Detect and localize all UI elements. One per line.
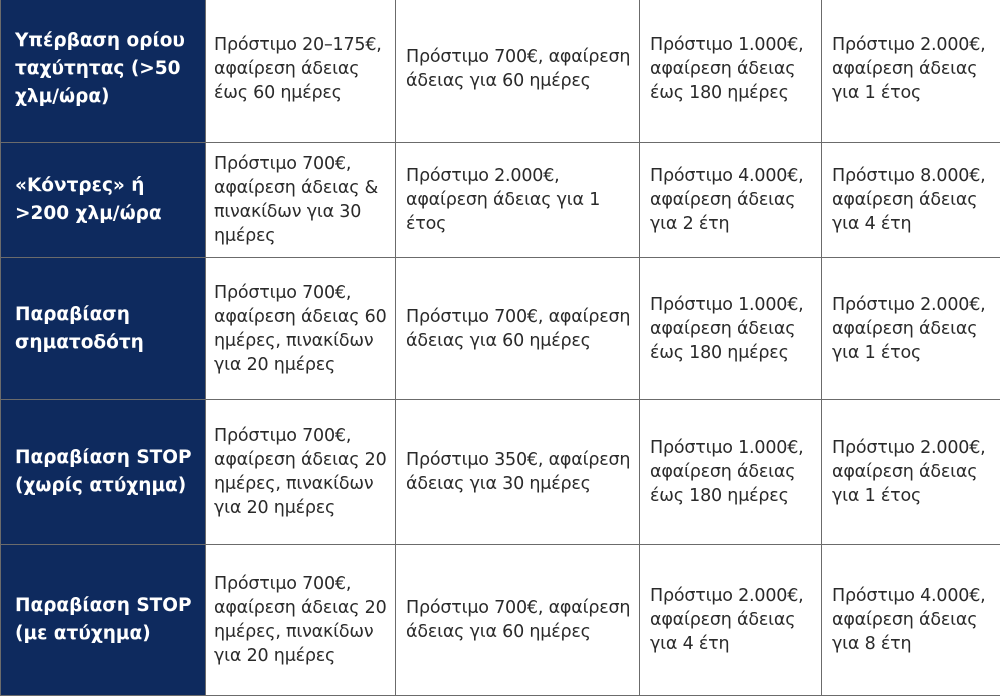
penalty-cell: Πρόστιμο 700€, αφαίρεση άδειας για 60 ημέρες	[396, 258, 640, 400]
table-row	[1, 400, 1000, 545]
penalty-cell: Πρόστιμο 2.000€, αφαίρεση άδειας για 1 έτος	[822, 258, 1000, 400]
violation-label: Παραβίαση σηματοδότη	[1, 258, 206, 400]
table-row	[1, 258, 1000, 400]
penalty-cell: Πρόστιμο 700€, αφαίρεση άδειας & πινακίδων για 30 ημέρες	[206, 143, 396, 258]
penalty-cell: Πρόστιμο 2.000€, αφαίρεση άδειας για 1 έτος	[822, 400, 1000, 545]
penalty-cell: Πρόστιμο 700€, αφαίρεση άδειας 20 ημέρες, πινακίδων για 20 ημέρες	[206, 545, 396, 696]
penalty-cell: Πρόστιμο 8.000€, αφαίρεση άδειας για 4 έτη	[822, 143, 1000, 258]
violation-label: Υπέρβαση ορίου ταχύτητας (>50 χλμ/ώρα)	[1, 0, 206, 143]
penalty-cell: Πρόστιμο 2.000€, αφαίρεση άδειας για 4 έτη	[640, 545, 822, 696]
penalty-cell: Πρόστιμο 1.000€, αφαίρεση άδειας έως 180 ημέρες	[640, 400, 822, 545]
penalty-cell: Πρόστιμο 700€, αφαίρεση άδειας για 60 ημέρες	[396, 545, 640, 696]
violation-label: «Κόντρες» ή >200 χλμ/ώρα	[1, 143, 206, 258]
penalty-cell: Πρόστιμο 4.000€, αφαίρεση άδειας για 8 έτη	[822, 545, 1000, 696]
penalty-cell: Πρόστιμο 700€, αφαίρεση άδειας για 60 ημέρες	[396, 0, 640, 143]
penalty-cell: Πρόστιμο 700€, αφαίρεση άδειας 20 ημέρες, πινακίδων για 20 ημέρες	[206, 400, 396, 545]
penalty-cell: Πρόστιμο 20–175€, αφαίρεση άδειας έως 60 ημέρες	[206, 0, 396, 143]
table-row	[1, 0, 1000, 143]
table-row	[1, 545, 1000, 696]
penalty-cell: Πρόστιμο 1.000€, αφαίρεση άδειας έως 180 ημέρες	[640, 0, 822, 143]
table-row	[1, 143, 1000, 258]
penalty-cell: Πρόστιμο 350€, αφαίρεση άδειας για 30 ημέρες	[396, 400, 640, 545]
penalty-cell: Πρόστιμο 1.000€, αφαίρεση άδειας έως 180 ημέρες	[640, 258, 822, 400]
penalty-cell: Πρόστιμο 2.000€, αφαίρεση άδειας για 1 έτος	[396, 143, 640, 258]
penalty-cell: Πρόστιμο 2.000€, αφαίρεση άδειας για 1 έτος	[822, 0, 1000, 143]
violation-label: Παραβίαση STOP (με ατύχημα)	[1, 545, 206, 696]
penalty-cell: Πρόστιμο 700€, αφαίρεση άδειας 60 ημέρες, πινακίδων για 20 ημέρες	[206, 258, 396, 400]
violation-label: Παραβίαση STOP (χωρίς ατύχημα)	[1, 400, 206, 545]
penalty-cell: Πρόστιμο 4.000€, αφαίρεση άδειας για 2 έτη	[640, 143, 822, 258]
